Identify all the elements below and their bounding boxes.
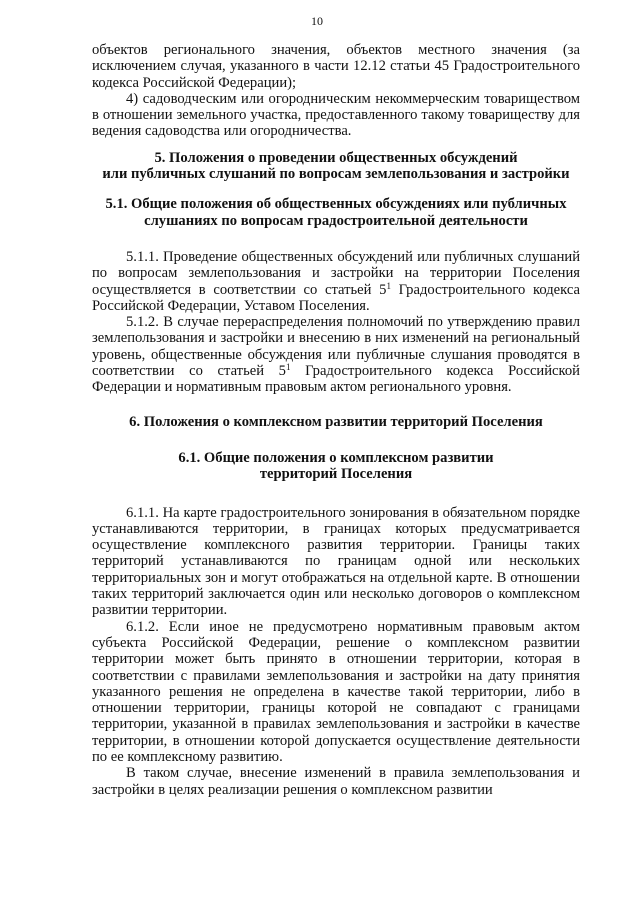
paragraph-6-1-2: 6.1.2. Если иное не предусмотрено нормативным правовым актом субъекта Российской Федерации, решение о комплексном развитии территории может быть принято в отношении территории, которая в соответствии с правилами землепользования и застройки на дату принятия указанного решения не определена в качестве такой территории, либо в отношении территории, границы которой не совпадают с границами территории, указанной в правилах землепользования и застройки в качестве территории, в отношении которой допускается осуществление деятельности по ее комплексному развитию. xyxy=(92,618,580,765)
page-number: 10 xyxy=(311,14,323,28)
paragraph-5-1-1-tail: Градостроительного кодекса Российской Федерации, Уставом Поселения. xyxy=(92,281,580,314)
section-5-heading-line2: или публичных слушаний по вопросам землепользования и застройки xyxy=(102,166,570,183)
section-6-heading: 6. Положения о комплексном развитии территорий Поселения xyxy=(129,413,543,430)
document-body xyxy=(92,42,580,798)
section-5-1-heading xyxy=(92,196,580,229)
section-6-1-heading-line2: территорий Поселения xyxy=(259,466,413,483)
paragraph-5-1-1-superscript: 1 xyxy=(386,280,391,291)
paragraph-5-1-2 xyxy=(92,314,580,395)
paragraph-5-1-2-superscript: 1 xyxy=(285,362,291,373)
paragraph-5-1-1-text: 5.1.1. Проведение общественных обсуждений или публичных слушаний по вопросам землепользования и застройки на территории Поселения осуществляется в соответствии со статьей 5 xyxy=(92,248,580,298)
paragraph-final: В таком случае, внесение изменений в правила землепользования и застройки в целях реализации решения о комплексном развитии xyxy=(92,765,580,798)
section-6-1-heading-line1: 6.1. Общие положения о комплексном развитии xyxy=(178,449,494,466)
section-5-heading xyxy=(92,150,580,183)
paragraph-6-1-1: 6.1.1. На карте градостроительного зонирования в обязательном порядке устанавливаются территории, в границах которых предусматривается осуществление комплексного развития территории. Границы таких территорий устанавливаются по границам одной или нескольких территориальных зон и могут отображаться на отдельной карте. В отношении таких территорий заключается один или несколько договоров о комплексном развитии территории. xyxy=(92,504,580,619)
intro-paragraph: объектов регионального значения, объектов местного значения (за исключением случая, указанного в части 12.12 статьи 45 Градостроительного кодекса Российской Федерации); xyxy=(92,42,580,91)
section-5-1-heading-line2: слушаниях по вопросам градостроительной деятельности xyxy=(144,212,528,229)
list-item-4: 4) садоводческим или огородническим некоммерческим товариществом в отношении земельного участка, предоставленного такому товариществу для ведения садоводства или огородничества. xyxy=(92,90,580,140)
paragraph-5-1-2-text: 5.1.2. В случае перераспределения полномочий по утверждению правил землепользования и застройки и внесению в них изменений на региональный уровень, общественные обсуждения или публичные слушания проводятся в соответствии со статьей 5 xyxy=(92,314,580,380)
paragraph-5-1-1 xyxy=(92,249,580,314)
section-6-1-heading xyxy=(92,450,580,483)
section-5-heading-line1: 5. Положения о проведении общественных обсуждений xyxy=(154,149,518,166)
section-5-1-heading-line1: 5.1. Общие положения об общественных обсуждениях или публичных xyxy=(105,196,567,213)
paragraph-5-1-2-tail: Градостроительного кодекса Российской Федерации и нормативным правовым актом регионального уровня. xyxy=(92,363,580,396)
